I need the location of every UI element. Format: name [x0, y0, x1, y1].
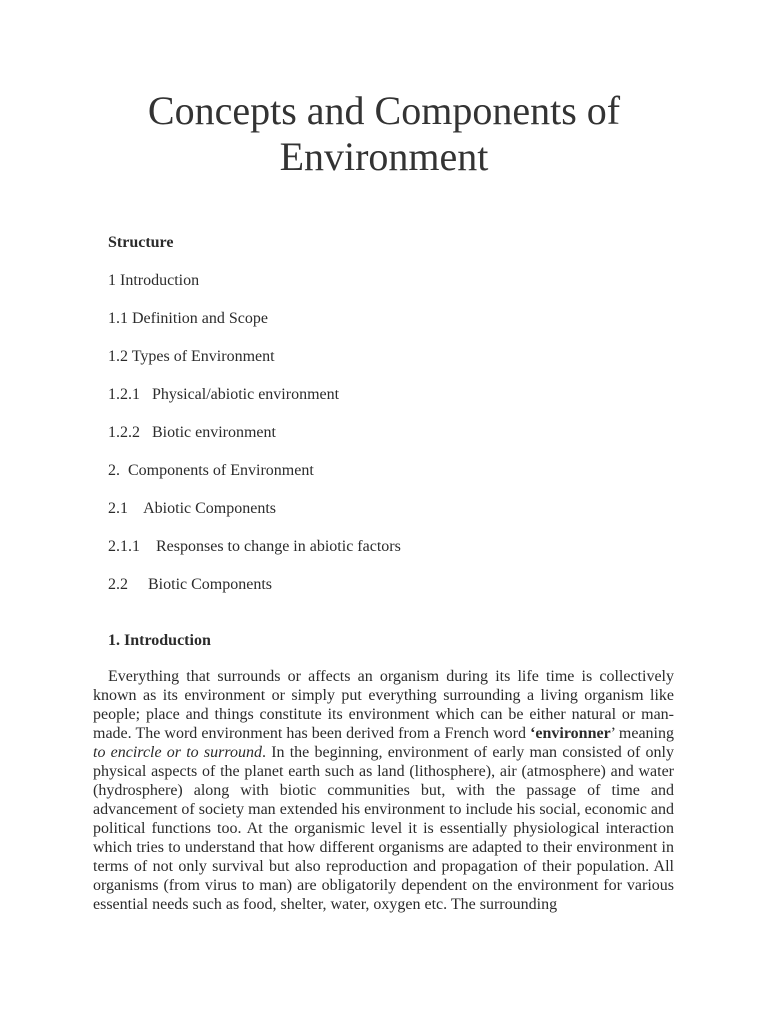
structure-list	[108, 232, 401, 612]
toc-number: 2.1	[108, 500, 128, 517]
toc-number: 2.	[108, 462, 120, 479]
toc-item	[108, 498, 401, 536]
toc-label: Types of Environment	[131, 348, 275, 365]
french-word: ‘environner	[530, 725, 611, 742]
toc-number: 1.2.2	[108, 424, 140, 441]
toc-number: 2.2	[108, 576, 128, 593]
toc-item	[108, 536, 401, 574]
toc-label: Physical/abiotic environment	[152, 386, 340, 403]
toc-label: Abiotic Components	[143, 500, 277, 517]
toc-item	[108, 270, 401, 308]
toc-number: 1.1	[108, 310, 128, 327]
toc-label: Responses to change in abiotic factors	[156, 538, 401, 555]
toc-label: Biotic Components	[148, 576, 272, 593]
toc-item	[108, 308, 401, 346]
toc-number: 2.1.1	[108, 538, 140, 555]
toc-label: Components of Environment	[128, 462, 314, 479]
toc-number: 1.2.1	[108, 386, 140, 403]
title-line-1: Concepts and Components of	[147, 88, 621, 133]
introduction-heading: 1. Introduction	[108, 632, 211, 649]
structure-heading: Structure	[108, 234, 174, 251]
toc-label: Biotic environment	[152, 424, 276, 441]
toc-item	[108, 346, 401, 384]
toc-item	[108, 460, 401, 498]
word-meaning: to encircle or to surround	[93, 744, 262, 761]
toc-number: 1	[108, 272, 116, 289]
toc-item	[108, 574, 401, 612]
title-line-2: Environment	[279, 134, 489, 179]
toc-item	[108, 422, 401, 460]
introduction-paragraph: Everything that surrounds or affects an organism during its life time is collectively known as its environment or simply put everything surrounding a living organism like people; place and things constitute its environment which can be either natural or man-made. The word environment has been derived from a French word ‘environner’ meaning to encircle or to surround. In the beginning, environment of early man consisted of only physical aspects of the planet earth such as land (lithosphere), air (atmosphere) and water (hydrosphere) along with biotic communities but, with the passage of time and advancement of society man extended his environment to include his social, economic and political functions too. At the organismic level it is essentially physiological interaction which tries to understand that how different organisms are adapted to their environment in terms of not only survival but also reproduction and propagation of their population. All organisms (from virus to man) are obligatorily dependent on the environment for various essential needs such as food, shelter, water, oxygen etc. The surrounding	[93, 668, 675, 913]
document-title	[0, 88, 768, 180]
toc-item	[108, 384, 401, 422]
toc-number: 1.2	[108, 348, 128, 365]
toc-label: Definition and Scope	[132, 310, 268, 327]
toc-label: Introduction	[120, 272, 200, 289]
